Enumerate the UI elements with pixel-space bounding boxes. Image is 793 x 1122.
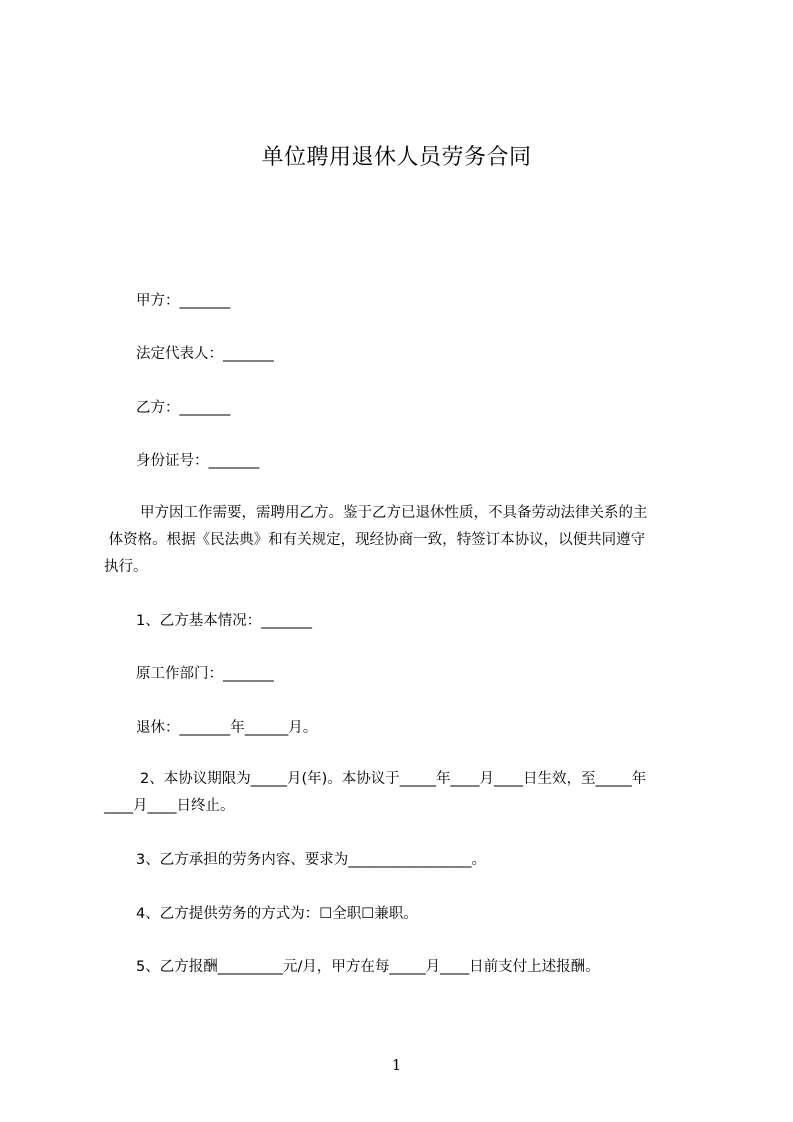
- intro-line-1: 甲方因工作需要，需聘用乙方。鉴于乙方已退休性质，不具备劳动法律关系的主: [140, 505, 648, 521]
- legal-representative-line: 法定代表人：_______: [136, 346, 274, 362]
- intro-line-2: 体资格。根据《民法典》和有关规定，现经协商一致，特签订本协议，以便共同遵守: [104, 532, 646, 548]
- clause-5-line: 5、乙方报酬_________元/月，甲方在每_____月____日前支付上述报酬。: [136, 959, 600, 975]
- original-department-line: 原工作部门：_______: [136, 666, 274, 682]
- page-number: 1: [391, 1056, 402, 1074]
- clause-2-paragraph: [104, 766, 704, 820]
- clause-3-line: 3、乙方承担的劳务内容、要求为_________________。: [136, 852, 486, 868]
- clause-2-line-1: 2、本协议期限为_____月(年)。本协议于_____年____月____日生效，至_____年: [140, 771, 647, 787]
- id-number-line: 身份证号：_______: [136, 453, 260, 469]
- clause-1-line: 1、乙方基本情况：_______: [136, 613, 312, 629]
- clause-4-line: 4、乙方提供劳务的方式为：☐全职☐兼职。: [136, 906, 418, 922]
- intro-line-3: 执行。: [104, 559, 148, 575]
- intro-paragraph: [104, 500, 704, 581]
- clause-2-line-2: ____月____日终止。: [104, 798, 235, 814]
- retirement-line: 退休：_______年______月。: [136, 720, 318, 736]
- party-a-line: 甲方：_______: [136, 293, 231, 309]
- document-title: 单位聘用退休人员劳务合同: [261, 145, 532, 170]
- party-b-line: 乙方：_______: [136, 400, 231, 416]
